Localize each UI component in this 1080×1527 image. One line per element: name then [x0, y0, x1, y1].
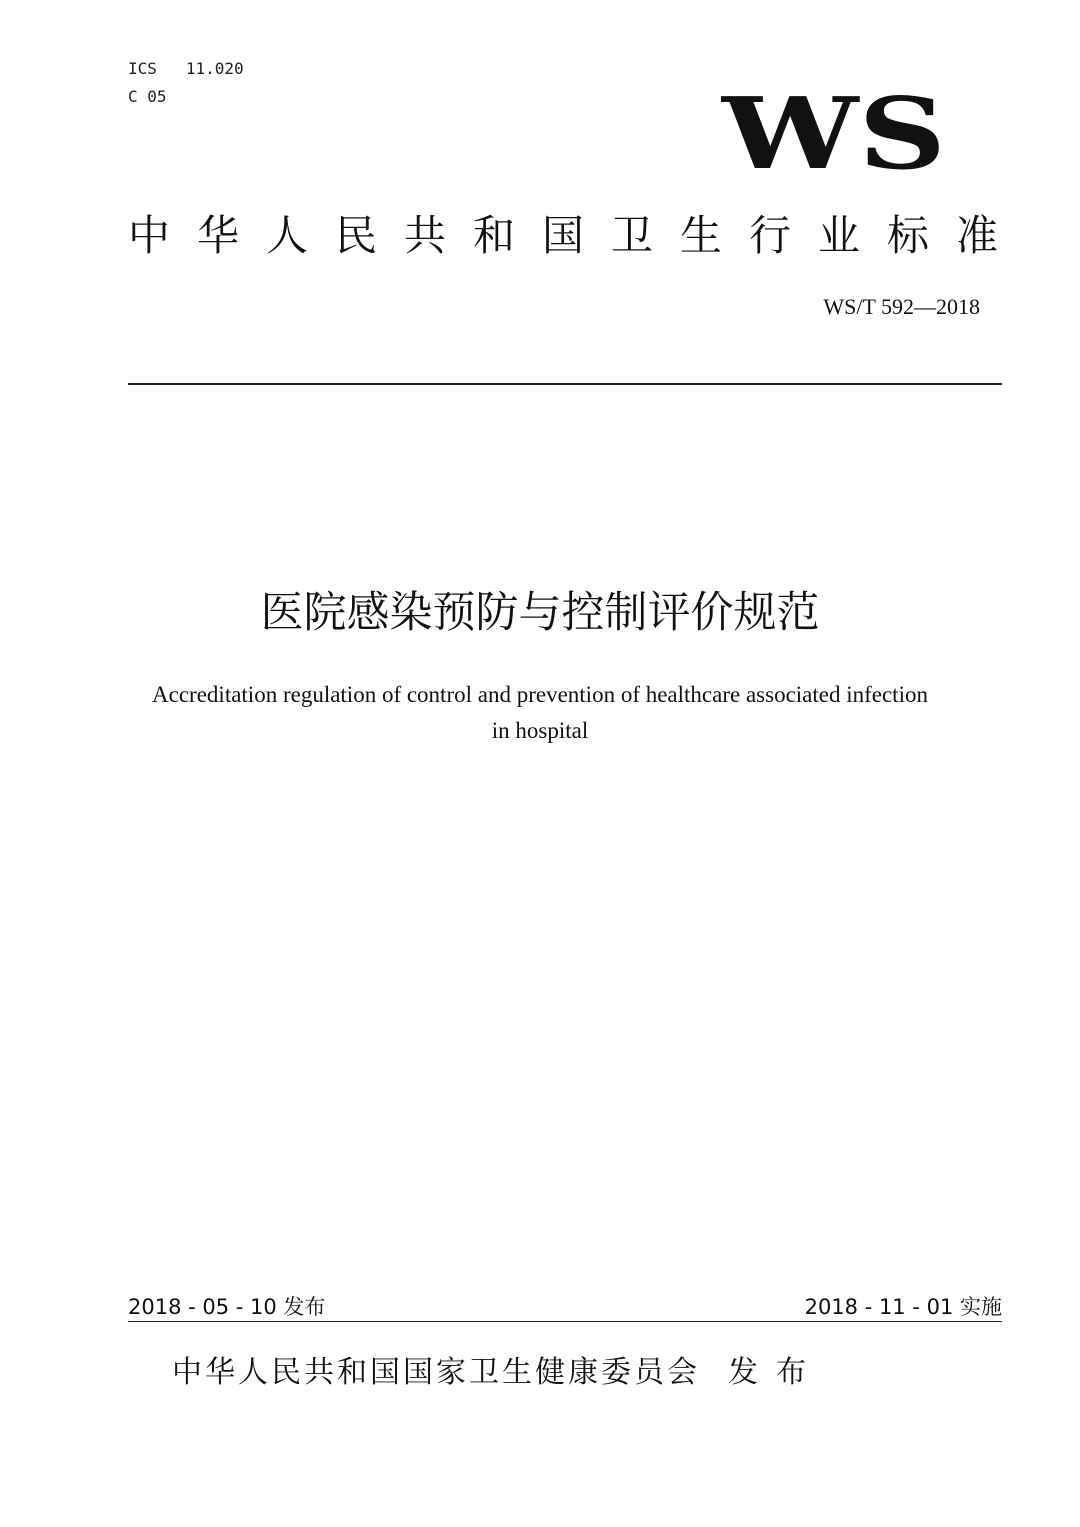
standard-type: 中华人民共和国卫生行业标准 [128, 211, 1026, 260]
ics-label: ICS [128, 59, 157, 78]
effective-date: 2018 - 11 - 01 实施 [804, 1295, 1002, 1319]
ics-row [128, 55, 244, 83]
top-divider [128, 383, 1002, 385]
standard-number: WS/T 592—2018 [823, 294, 980, 319]
issuer-line [172, 1350, 824, 1396]
ws-logo [720, 92, 948, 178]
issuer-action: 发布 [728, 1355, 824, 1390]
ics-code: 11.020 [185, 59, 244, 78]
title-chinese: 医院感染预防与控制评价规范 [260, 588, 820, 638]
classification-codes [128, 55, 244, 111]
ccs-code: C 05 [128, 87, 167, 106]
issuer-name: 中华人民共和国国家卫生健康委员会 [172, 1355, 700, 1390]
title-english [60, 677, 1020, 749]
title-english-line-2: in hospital [491, 718, 589, 743]
bottom-divider [128, 1321, 1002, 1322]
ws-logo-text: WS [720, 92, 946, 178]
title-english-line-1: Accreditation regulation of control and prevention of healthcare associated infection [152, 682, 928, 707]
publish-date: 2018 - 05 - 10 发布 [128, 1295, 326, 1319]
